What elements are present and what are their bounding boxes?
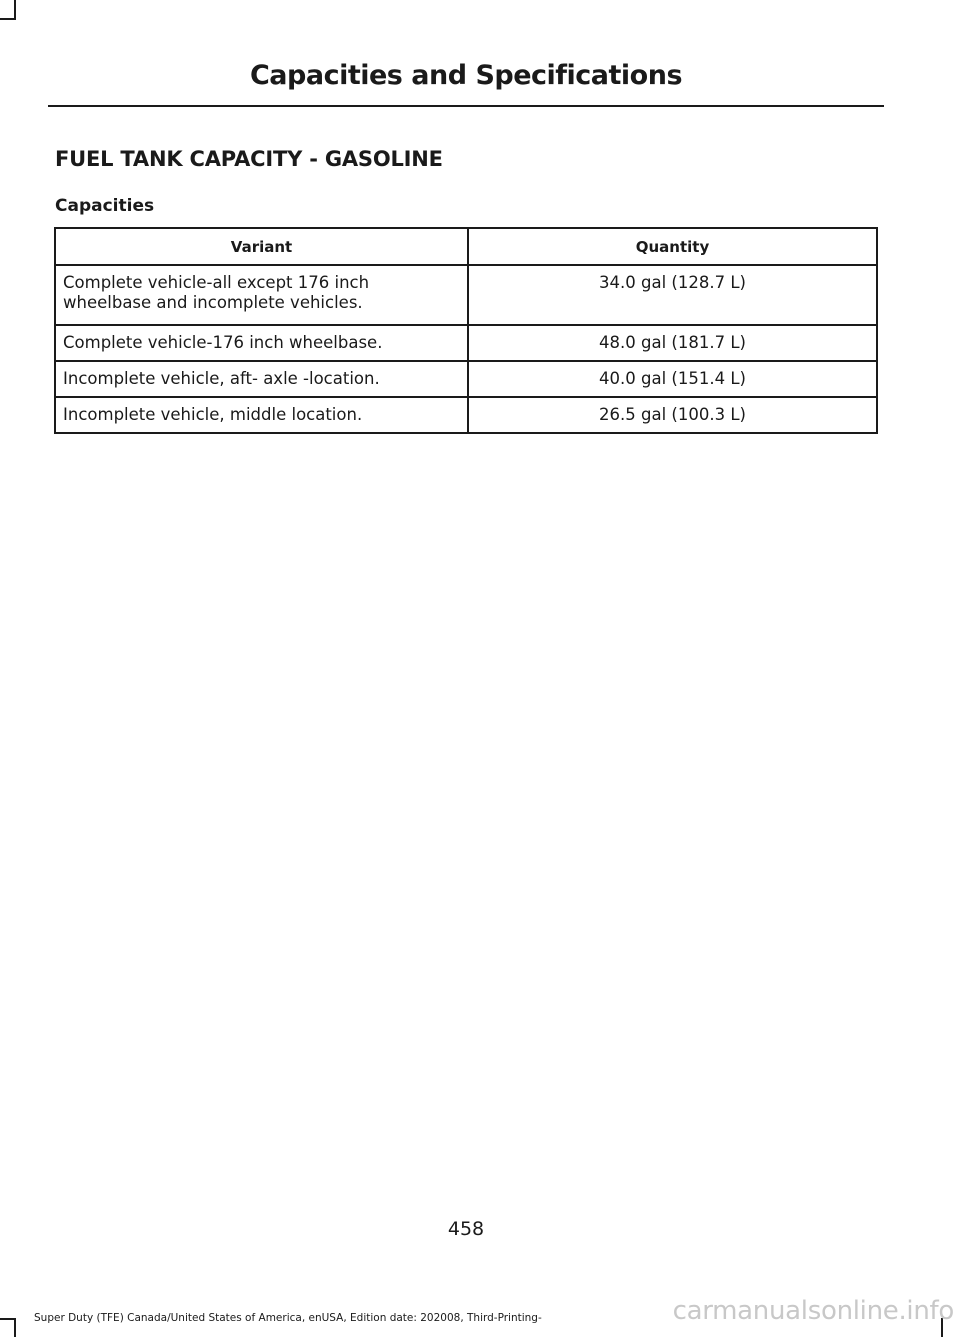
column-header-quantity: Quantity: [468, 228, 877, 265]
capacities-table: [54, 227, 878, 434]
variant-cell: Incomplete vehicle, middle location.: [55, 397, 468, 433]
table-row: [55, 397, 877, 433]
quantity-cell: 26.5 gal (100.3 L): [468, 397, 877, 433]
column-header-variant: Variant: [55, 228, 468, 265]
variant-cell: Complete vehicle-176 inch wheelbase.: [55, 325, 468, 361]
quantity-cell: 48.0 gal (181.7 L): [468, 325, 877, 361]
watermark: carmanualsonline.info: [672, 1296, 954, 1326]
crop-mark-bottom-left: [14, 1318, 16, 1337]
quantity-cell: 40.0 gal (151.4 L): [468, 361, 877, 397]
table-row: [55, 265, 877, 325]
page-title: Capacities and Specifications: [249, 60, 683, 91]
edition-footer: Super Duty (TFE) Canada/United States of America, enUSA, Edition date: 202008, Third-Printing-: [34, 1312, 542, 1324]
crop-mark-top-left-horizontal: [0, 18, 16, 20]
page-number: 458: [447, 1218, 485, 1240]
section-title: FUEL TANK CAPACITY - GASOLINE: [55, 147, 443, 171]
crop-mark-bottom-left-horizontal: [0, 1318, 16, 1320]
variant-cell: Complete vehicle-all except 176 inch wheelbase and incomplete vehicles.: [55, 265, 468, 325]
table-header-row: [55, 228, 877, 265]
table-row: [55, 325, 877, 361]
table-row: [55, 361, 877, 397]
quantity-cell: 34.0 gal (128.7 L): [468, 265, 877, 325]
crop-mark-top-left: [14, 0, 16, 20]
variant-cell: Incomplete vehicle, aft- axle -location.: [55, 361, 468, 397]
subsection-title: Capacities: [55, 196, 155, 216]
header-divider: [48, 105, 884, 107]
